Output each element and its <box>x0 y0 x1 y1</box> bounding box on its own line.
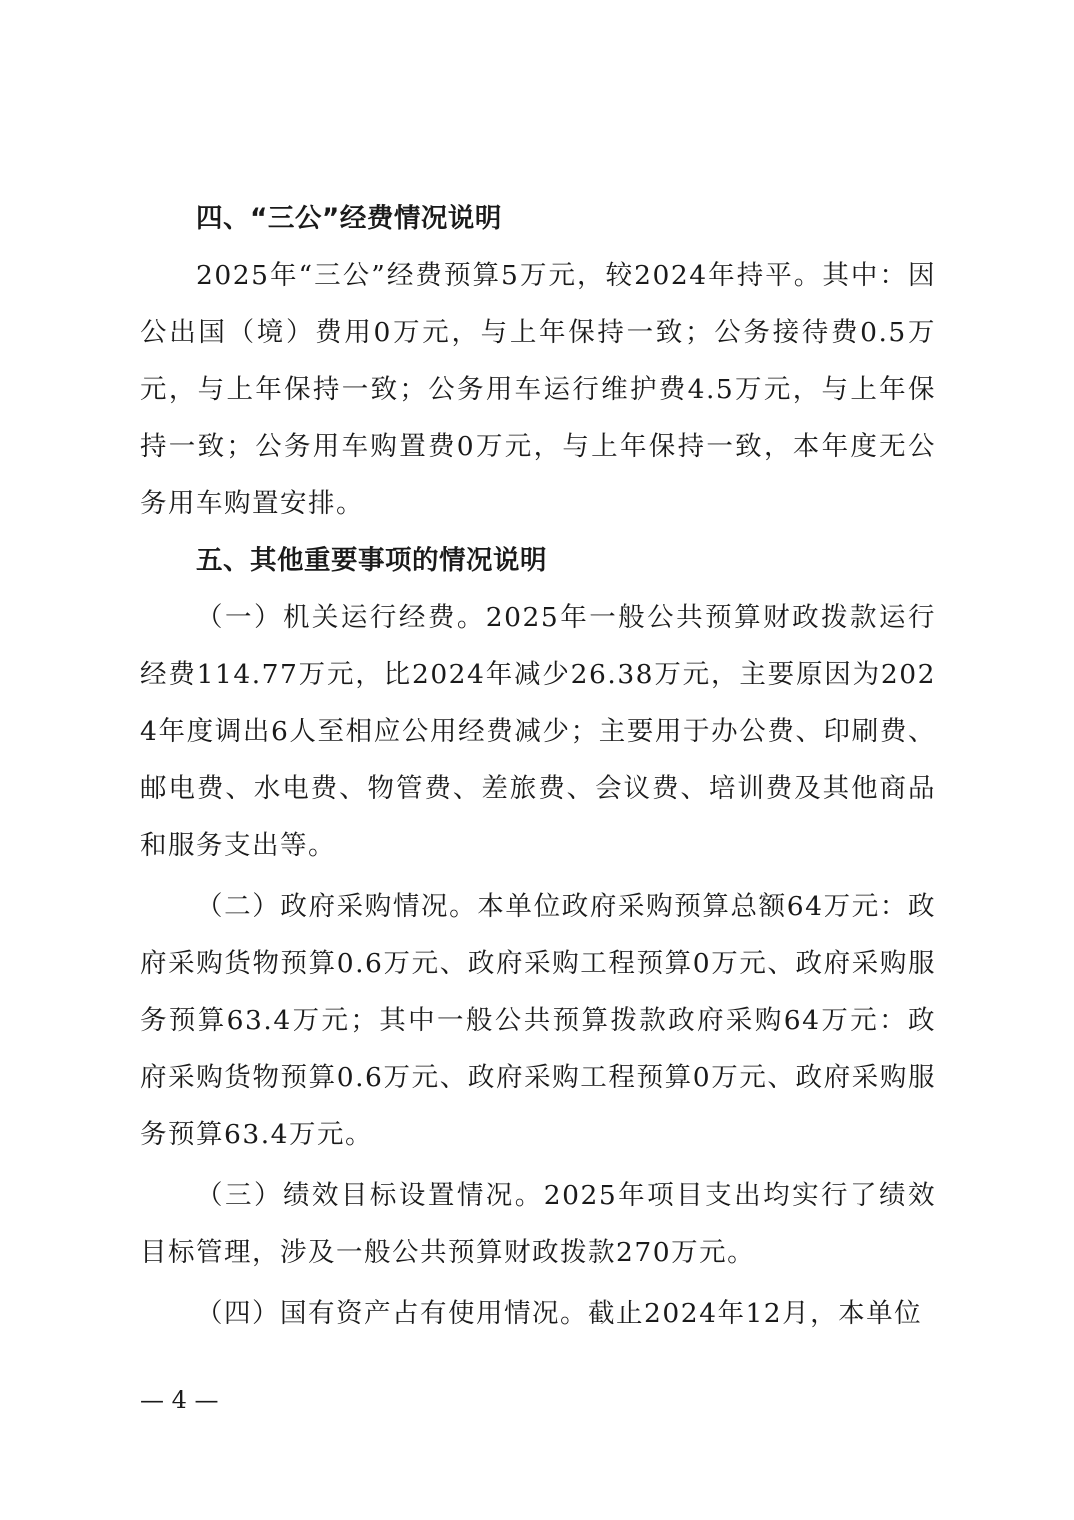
paragraph-operating-expenses: （一）机关运行经费。2025年一般公共预算财政拨款运行经费114.77万元，比2024年减少26.38万元，主要原因为2024年度调出6人至相应公用经费减少；主要用于办公费、印刷费、邮电费、水电费、物管费、差旅费、会议费、培训费及其他商品和服务支出等。 <box>140 602 936 861</box>
page-number: — 4 — <box>140 1386 219 1414</box>
section-heading-other-matters: 五、其他重要事项的情况说明 <box>196 545 547 576</box>
section-heading-three-public-expenses: 四、“三公”经费情况说明 <box>196 203 502 234</box>
paragraph-three-public-expenses: 2025年“三公”经费预算5万元，较2024年持平。其中：因公出国（境）费用0万元，与上年保持一致；公务接待费0.5万元，与上年保持一致；公务用车运行维护费4.5万元，与上年保持一致；公务用车购置费0万元，与上年保持一致，本年度无公务用车购置安排。 <box>140 260 936 519</box>
paragraph-performance-targets: （三）绩效目标设置情况。2025年项目支出均实行了绩效目标管理，涉及一般公共预算财政拨款270万元。 <box>140 1180 936 1268</box>
paragraph-state-assets: （四）国有资产占有使用情况。截止2024年12月，本单位 <box>196 1298 923 1329</box>
document-body <box>140 190 936 1342</box>
paragraph-government-procurement: （二）政府采购情况。本单位政府采购预算总额64万元：政府采购货物预算0.6万元、政府采购工程预算0万元、政府采购服务预算63.4万元；其中一般公共预算拨款政府采购64万元：政府采购货物预算0.6万元、政府采购工程预算0万元、政府采购服务预算63.4万元。 <box>140 891 936 1150</box>
